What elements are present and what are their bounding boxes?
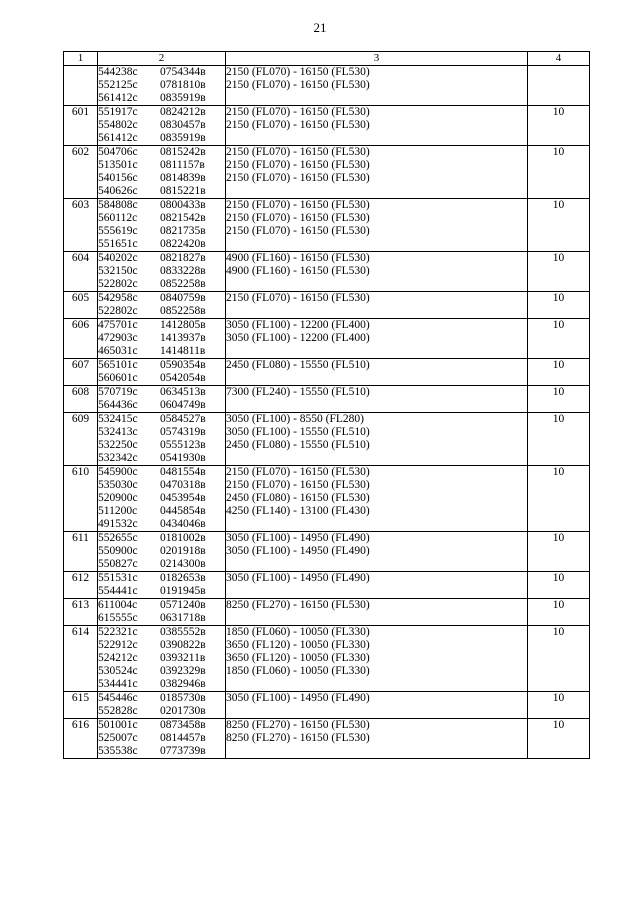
coordinate-pair bbox=[98, 452, 225, 465]
flight-level-range: 2450 (FL080) - 15550 (FL510) bbox=[226, 359, 370, 371]
table-row bbox=[64, 106, 590, 146]
coordinate-pair bbox=[98, 505, 225, 518]
longitude: 0201918в bbox=[160, 545, 206, 557]
longitude: 1412805в bbox=[160, 319, 206, 331]
longitude: 0773739в bbox=[160, 745, 206, 757]
flight-levels-cell bbox=[226, 413, 528, 466]
latitude: 540626с bbox=[98, 185, 138, 197]
longitude: 0584527в bbox=[160, 413, 206, 425]
table-row bbox=[64, 532, 590, 572]
flight-level-range: 3050 (FL100) - 12200 (FL400) bbox=[226, 319, 370, 331]
flight-level-range: 3050 (FL100) - 15550 (FL510) bbox=[226, 426, 370, 438]
coordinates-cell bbox=[98, 626, 226, 692]
longitude: 0181002в bbox=[160, 532, 206, 544]
value-cell bbox=[528, 66, 590, 106]
row-number: 615 bbox=[64, 692, 98, 719]
coordinate-pair bbox=[98, 92, 225, 105]
row-number: 614 bbox=[64, 626, 98, 692]
coordinates-cell bbox=[98, 66, 226, 106]
coordinate-pair bbox=[98, 319, 225, 332]
flight-levels-cell bbox=[226, 466, 528, 532]
flight-level-range: 3050 (FL100) - 14950 (FL490) bbox=[226, 532, 370, 544]
coordinate-pair bbox=[98, 225, 225, 238]
longitude: 0835919в bbox=[160, 92, 206, 104]
coordinates-cell bbox=[98, 106, 226, 146]
latitude: 560112с bbox=[98, 212, 138, 224]
longitude: 0833228в bbox=[160, 265, 206, 277]
coordinate-pair bbox=[98, 466, 225, 479]
coordinate-pair bbox=[98, 599, 225, 612]
longitude: 0392329в bbox=[160, 665, 206, 677]
longitude: 0781810в bbox=[160, 79, 206, 91]
longitude: 0385552в bbox=[160, 626, 206, 638]
table-row bbox=[64, 292, 590, 319]
latitude: 522912с bbox=[98, 639, 138, 651]
latitude: 522802с bbox=[98, 278, 138, 290]
coordinate-pair bbox=[98, 305, 225, 318]
latitude: 465031с bbox=[98, 345, 138, 357]
longitude: 0824212в bbox=[160, 106, 206, 118]
coordinate-pair bbox=[98, 119, 225, 132]
longitude: 0382946в bbox=[160, 678, 206, 690]
latitude: 532150с bbox=[98, 265, 138, 277]
longitude: 0574319в bbox=[160, 426, 206, 438]
latitude: 535030с bbox=[98, 479, 138, 491]
flight-level-range: 8250 (FL270) - 16150 (FL530) bbox=[226, 599, 370, 611]
table-body bbox=[64, 66, 590, 759]
flight-levels-cell bbox=[226, 626, 528, 692]
latitude: 584808с bbox=[98, 199, 138, 211]
longitude: 0631718в bbox=[160, 612, 206, 624]
coordinate-pair bbox=[98, 665, 225, 678]
row-number: 610 bbox=[64, 466, 98, 532]
flight-level-range: 3650 (FL120) - 10050 (FL330) bbox=[226, 652, 370, 664]
row-number: 605 bbox=[64, 292, 98, 319]
flight-level-range: 8250 (FL270) - 16150 (FL530) bbox=[226, 719, 370, 731]
longitude: 0182653в bbox=[160, 572, 206, 584]
longitude: 0542054в bbox=[160, 372, 206, 384]
flight-levels-cell bbox=[226, 146, 528, 199]
longitude: 0390822в bbox=[160, 639, 206, 651]
latitude: 532342с bbox=[98, 452, 138, 464]
coordinate-pair bbox=[98, 79, 225, 92]
latitude: 522802с bbox=[98, 305, 138, 317]
flight-level-range: 2150 (FL070) - 16150 (FL530) bbox=[226, 225, 370, 237]
latitude: 550827с bbox=[98, 558, 138, 570]
coordinates-cell bbox=[98, 719, 226, 759]
coordinate-pair bbox=[98, 413, 225, 426]
longitude: 0821827в bbox=[160, 252, 206, 264]
latitude: 532415с bbox=[98, 413, 138, 425]
flight-levels-cell bbox=[226, 572, 528, 599]
table-row bbox=[64, 199, 590, 252]
flight-level-range: 2150 (FL070) - 16150 (FL530) bbox=[226, 479, 370, 491]
coordinate-pair bbox=[98, 692, 225, 705]
page-number: 21 bbox=[313, 20, 327, 35]
latitude: 570719с bbox=[98, 386, 138, 398]
coordinates-cell bbox=[98, 146, 226, 199]
row-number: 604 bbox=[64, 252, 98, 292]
longitude: 0590354в bbox=[160, 359, 206, 371]
coordinate-pair bbox=[98, 626, 225, 639]
row-number: 609 bbox=[64, 413, 98, 466]
coordinate-pair bbox=[98, 572, 225, 585]
longitude: 0634513в bbox=[160, 386, 206, 398]
value-cell: 10 bbox=[528, 199, 590, 252]
coordinate-pair bbox=[98, 159, 225, 172]
coordinates-cell bbox=[98, 692, 226, 719]
latitude: 551531с bbox=[98, 572, 138, 584]
latitude: 535538с bbox=[98, 745, 138, 757]
coordinates-cell bbox=[98, 532, 226, 572]
coordinates-cell bbox=[98, 359, 226, 386]
flight-level-range: 2450 (FL080) - 16150 (FL530) bbox=[226, 492, 370, 504]
table-row bbox=[64, 359, 590, 386]
longitude: 0434046в bbox=[160, 518, 206, 530]
coordinate-pair bbox=[98, 292, 225, 305]
coordinate-pair bbox=[98, 492, 225, 505]
longitude: 0470318в bbox=[160, 479, 206, 491]
latitude: 504706с bbox=[98, 146, 138, 158]
table-row bbox=[64, 386, 590, 413]
coordinate-pair bbox=[98, 532, 225, 545]
flight-level-range: 2150 (FL070) - 16150 (FL530) bbox=[226, 199, 370, 211]
coordinates-cell bbox=[98, 252, 226, 292]
coordinate-pair bbox=[98, 212, 225, 225]
coordinate-pair bbox=[98, 106, 225, 119]
latitude: 554802с bbox=[98, 119, 138, 131]
latitude: 532413с bbox=[98, 426, 138, 438]
longitude: 0815221в bbox=[160, 185, 206, 197]
coordinate-pair bbox=[98, 426, 225, 439]
longitude: 0852258в bbox=[160, 305, 206, 317]
latitude: 520900с bbox=[98, 492, 138, 504]
value-cell: 10 bbox=[528, 413, 590, 466]
value-cell: 10 bbox=[528, 719, 590, 759]
longitude: 0821735в bbox=[160, 225, 206, 237]
longitude: 0214300в bbox=[160, 558, 206, 570]
latitude: 561412с bbox=[98, 132, 138, 144]
flight-level-range: 3050 (FL100) - 12200 (FL400) bbox=[226, 332, 370, 344]
coordinate-pair bbox=[98, 639, 225, 652]
airspace-table bbox=[63, 51, 590, 759]
table-row bbox=[64, 146, 590, 199]
longitude: 1414811в bbox=[160, 345, 206, 357]
coordinate-pair bbox=[98, 332, 225, 345]
flight-levels-cell bbox=[226, 386, 528, 413]
column-header: 3 bbox=[226, 52, 528, 66]
value-cell: 10 bbox=[528, 626, 590, 692]
latitude: 552828с bbox=[98, 705, 138, 717]
flight-level-range: 4900 (FL160) - 16150 (FL530) bbox=[226, 265, 370, 277]
coordinate-pair bbox=[98, 439, 225, 452]
latitude: 561412с bbox=[98, 92, 138, 104]
flight-levels-cell bbox=[226, 252, 528, 292]
longitude: 0191945в bbox=[160, 585, 206, 597]
coordinates-cell bbox=[98, 466, 226, 532]
coordinate-pair bbox=[98, 612, 225, 625]
latitude: 513501с bbox=[98, 159, 138, 171]
latitude: 511200с bbox=[98, 505, 138, 517]
column-header: 4 bbox=[528, 52, 590, 66]
longitude: 0852258в bbox=[160, 278, 206, 290]
value-cell: 10 bbox=[528, 359, 590, 386]
coordinate-pair bbox=[98, 66, 225, 79]
longitude: 0393211в bbox=[160, 652, 206, 664]
flight-levels-cell bbox=[226, 719, 528, 759]
latitude: 522321с bbox=[98, 626, 138, 638]
flight-levels-cell bbox=[226, 319, 528, 359]
row-number: 606 bbox=[64, 319, 98, 359]
coordinate-pair bbox=[98, 518, 225, 531]
coordinate-pair bbox=[98, 705, 225, 718]
row-number: 613 bbox=[64, 599, 98, 626]
flight-level-range: 1850 (FL060) - 10050 (FL330) bbox=[226, 665, 370, 677]
table-header-row bbox=[64, 52, 590, 66]
coordinates-cell bbox=[98, 386, 226, 413]
row-number: 608 bbox=[64, 386, 98, 413]
flight-level-range: 3050 (FL100) - 8550 (FL280) bbox=[226, 413, 364, 425]
table-row bbox=[64, 466, 590, 532]
value-cell: 10 bbox=[528, 292, 590, 319]
flight-level-range: 8250 (FL270) - 16150 (FL530) bbox=[226, 732, 370, 744]
flight-level-range: 2150 (FL070) - 16150 (FL530) bbox=[226, 106, 370, 118]
latitude: 552655с bbox=[98, 532, 138, 544]
longitude: 0822420в bbox=[160, 238, 206, 250]
table-row bbox=[64, 319, 590, 359]
value-cell: 10 bbox=[528, 599, 590, 626]
coordinate-pair bbox=[98, 359, 225, 372]
longitude: 0481554в bbox=[160, 466, 206, 478]
table-row bbox=[64, 599, 590, 626]
flight-level-range: 4250 (FL140) - 13100 (FL430) bbox=[226, 505, 370, 517]
row-number bbox=[64, 66, 98, 106]
latitude: 551651с bbox=[98, 238, 138, 250]
longitude: 0840759в bbox=[160, 292, 206, 304]
latitude: 525007с bbox=[98, 732, 138, 744]
latitude: 552125с bbox=[98, 79, 138, 91]
longitude: 0835919в bbox=[160, 132, 206, 144]
coordinate-pair bbox=[98, 719, 225, 732]
longitude: 0571240в bbox=[160, 599, 206, 611]
value-cell: 10 bbox=[528, 319, 590, 359]
flight-level-range: 7300 (FL240) - 15550 (FL510) bbox=[226, 386, 370, 398]
flight-level-range: 2150 (FL070) - 16150 (FL530) bbox=[226, 119, 370, 131]
flight-levels-cell bbox=[226, 692, 528, 719]
latitude: 544238с bbox=[98, 66, 138, 78]
table-row bbox=[64, 413, 590, 466]
coordinates-cell bbox=[98, 599, 226, 626]
coordinate-pair bbox=[98, 545, 225, 558]
coordinates-cell bbox=[98, 319, 226, 359]
row-number: 601 bbox=[64, 106, 98, 146]
latitude: 475701с bbox=[98, 319, 138, 331]
coordinate-pair bbox=[98, 146, 225, 159]
coordinate-pair bbox=[98, 265, 225, 278]
latitude: 540202с bbox=[98, 252, 138, 264]
value-cell: 10 bbox=[528, 466, 590, 532]
flight-level-range: 2150 (FL070) - 16150 (FL530) bbox=[226, 212, 370, 224]
longitude: 0821542в bbox=[160, 212, 206, 224]
latitude: 532250с bbox=[98, 439, 138, 451]
coordinate-pair bbox=[98, 345, 225, 358]
longitude: 0201730в bbox=[160, 705, 206, 717]
longitude: 1413937в bbox=[160, 332, 206, 344]
row-number: 616 bbox=[64, 719, 98, 759]
coordinate-pair bbox=[98, 132, 225, 145]
value-cell: 10 bbox=[528, 692, 590, 719]
value-cell: 10 bbox=[528, 106, 590, 146]
latitude: 545900с bbox=[98, 466, 138, 478]
row-number: 612 bbox=[64, 572, 98, 599]
latitude: 501001с bbox=[98, 719, 138, 731]
coordinate-pair bbox=[98, 199, 225, 212]
table-row bbox=[64, 66, 590, 106]
latitude: 550900с bbox=[98, 545, 138, 557]
longitude: 0555123в bbox=[160, 439, 206, 451]
flight-level-range: 3050 (FL100) - 14950 (FL490) bbox=[226, 572, 370, 584]
longitude: 0814839в bbox=[160, 172, 206, 184]
flight-level-range: 3650 (FL120) - 10050 (FL330) bbox=[226, 639, 370, 651]
coordinate-pair bbox=[98, 252, 225, 265]
coordinate-pair bbox=[98, 386, 225, 399]
latitude: 472903с bbox=[98, 332, 138, 344]
longitude: 0445854в bbox=[160, 505, 206, 517]
coordinates-cell bbox=[98, 292, 226, 319]
row-number: 603 bbox=[64, 199, 98, 252]
longitude: 0541930в bbox=[160, 452, 206, 464]
longitude: 0185730в bbox=[160, 692, 206, 704]
flight-level-range: 2150 (FL070) - 16150 (FL530) bbox=[226, 172, 370, 184]
flight-level-range: 2150 (FL070) - 16150 (FL530) bbox=[226, 146, 370, 158]
flight-level-range: 2150 (FL070) - 16150 (FL530) bbox=[226, 79, 370, 91]
flight-levels-cell bbox=[226, 292, 528, 319]
coordinates-cell bbox=[98, 199, 226, 252]
latitude: 565101с bbox=[98, 359, 138, 371]
flight-level-range: 3050 (FL100) - 14950 (FL490) bbox=[226, 692, 370, 704]
coordinate-pair bbox=[98, 732, 225, 745]
value-cell: 10 bbox=[528, 532, 590, 572]
coordinate-pair bbox=[98, 678, 225, 691]
row-number: 611 bbox=[64, 532, 98, 572]
flight-level-range: 1850 (FL060) - 10050 (FL330) bbox=[226, 626, 370, 638]
column-header: 1 bbox=[64, 52, 98, 66]
coordinates-cell bbox=[98, 413, 226, 466]
longitude: 0811157в bbox=[160, 159, 205, 171]
latitude: 555619с bbox=[98, 225, 138, 237]
value-cell: 10 bbox=[528, 252, 590, 292]
coordinate-pair bbox=[98, 238, 225, 251]
table-row bbox=[64, 692, 590, 719]
table-row bbox=[64, 626, 590, 692]
flight-level-range: 2150 (FL070) - 16150 (FL530) bbox=[226, 159, 370, 171]
coordinates-cell bbox=[98, 572, 226, 599]
latitude: 554441с bbox=[98, 585, 138, 597]
coordinate-pair bbox=[98, 585, 225, 598]
latitude: 545446с bbox=[98, 692, 138, 704]
table-row bbox=[64, 719, 590, 759]
column-header: 2 bbox=[98, 52, 226, 66]
latitude: 524212с bbox=[98, 652, 138, 664]
value-cell: 10 bbox=[528, 146, 590, 199]
flight-level-range: 2150 (FL070) - 16150 (FL530) bbox=[226, 466, 370, 478]
longitude: 0830457в bbox=[160, 119, 206, 131]
latitude: 611004с bbox=[98, 599, 138, 611]
flight-levels-cell bbox=[226, 359, 528, 386]
coordinate-pair bbox=[98, 652, 225, 665]
longitude: 0800433в bbox=[160, 199, 206, 211]
latitude: 540156с bbox=[98, 172, 138, 184]
value-cell: 10 bbox=[528, 572, 590, 599]
flight-levels-cell bbox=[226, 199, 528, 252]
latitude: 534441с bbox=[98, 678, 138, 690]
coordinate-pair bbox=[98, 278, 225, 291]
coordinate-pair bbox=[98, 372, 225, 385]
row-number: 602 bbox=[64, 146, 98, 199]
flight-level-range: 4900 (FL160) - 16150 (FL530) bbox=[226, 252, 370, 264]
table-row bbox=[64, 572, 590, 599]
latitude: 530524с bbox=[98, 665, 138, 677]
flight-levels-cell bbox=[226, 66, 528, 106]
longitude: 0873458в bbox=[160, 719, 206, 731]
longitude: 0453954в bbox=[160, 492, 206, 504]
latitude: 542958с bbox=[98, 292, 138, 304]
row-number: 607 bbox=[64, 359, 98, 386]
coordinate-pair bbox=[98, 745, 225, 758]
coordinate-pair bbox=[98, 558, 225, 571]
flight-level-range: 2450 (FL080) - 15550 (FL510) bbox=[226, 439, 370, 451]
flight-levels-cell bbox=[226, 599, 528, 626]
latitude: 551917с bbox=[98, 106, 138, 118]
longitude: 0604749в bbox=[160, 399, 206, 411]
latitude: 491532с bbox=[98, 518, 138, 530]
longitude: 0754344в bbox=[160, 66, 206, 78]
coordinate-pair bbox=[98, 479, 225, 492]
latitude: 564436с bbox=[98, 399, 138, 411]
flight-level-range: 3050 (FL100) - 14950 (FL490) bbox=[226, 545, 370, 557]
flight-level-range: 2150 (FL070) - 16150 (FL530) bbox=[226, 292, 370, 304]
flight-level-range: 2150 (FL070) - 16150 (FL530) bbox=[226, 66, 370, 78]
coordinate-pair bbox=[98, 185, 225, 198]
coordinate-pair bbox=[98, 399, 225, 412]
latitude: 615555с bbox=[98, 612, 138, 624]
coordinate-pair bbox=[98, 172, 225, 185]
value-cell: 10 bbox=[528, 386, 590, 413]
latitude: 560601с bbox=[98, 372, 138, 384]
flight-levels-cell bbox=[226, 106, 528, 146]
flight-levels-cell bbox=[226, 532, 528, 572]
table-row bbox=[64, 252, 590, 292]
longitude: 0815242в bbox=[160, 146, 206, 158]
longitude: 0814457в bbox=[160, 732, 206, 744]
